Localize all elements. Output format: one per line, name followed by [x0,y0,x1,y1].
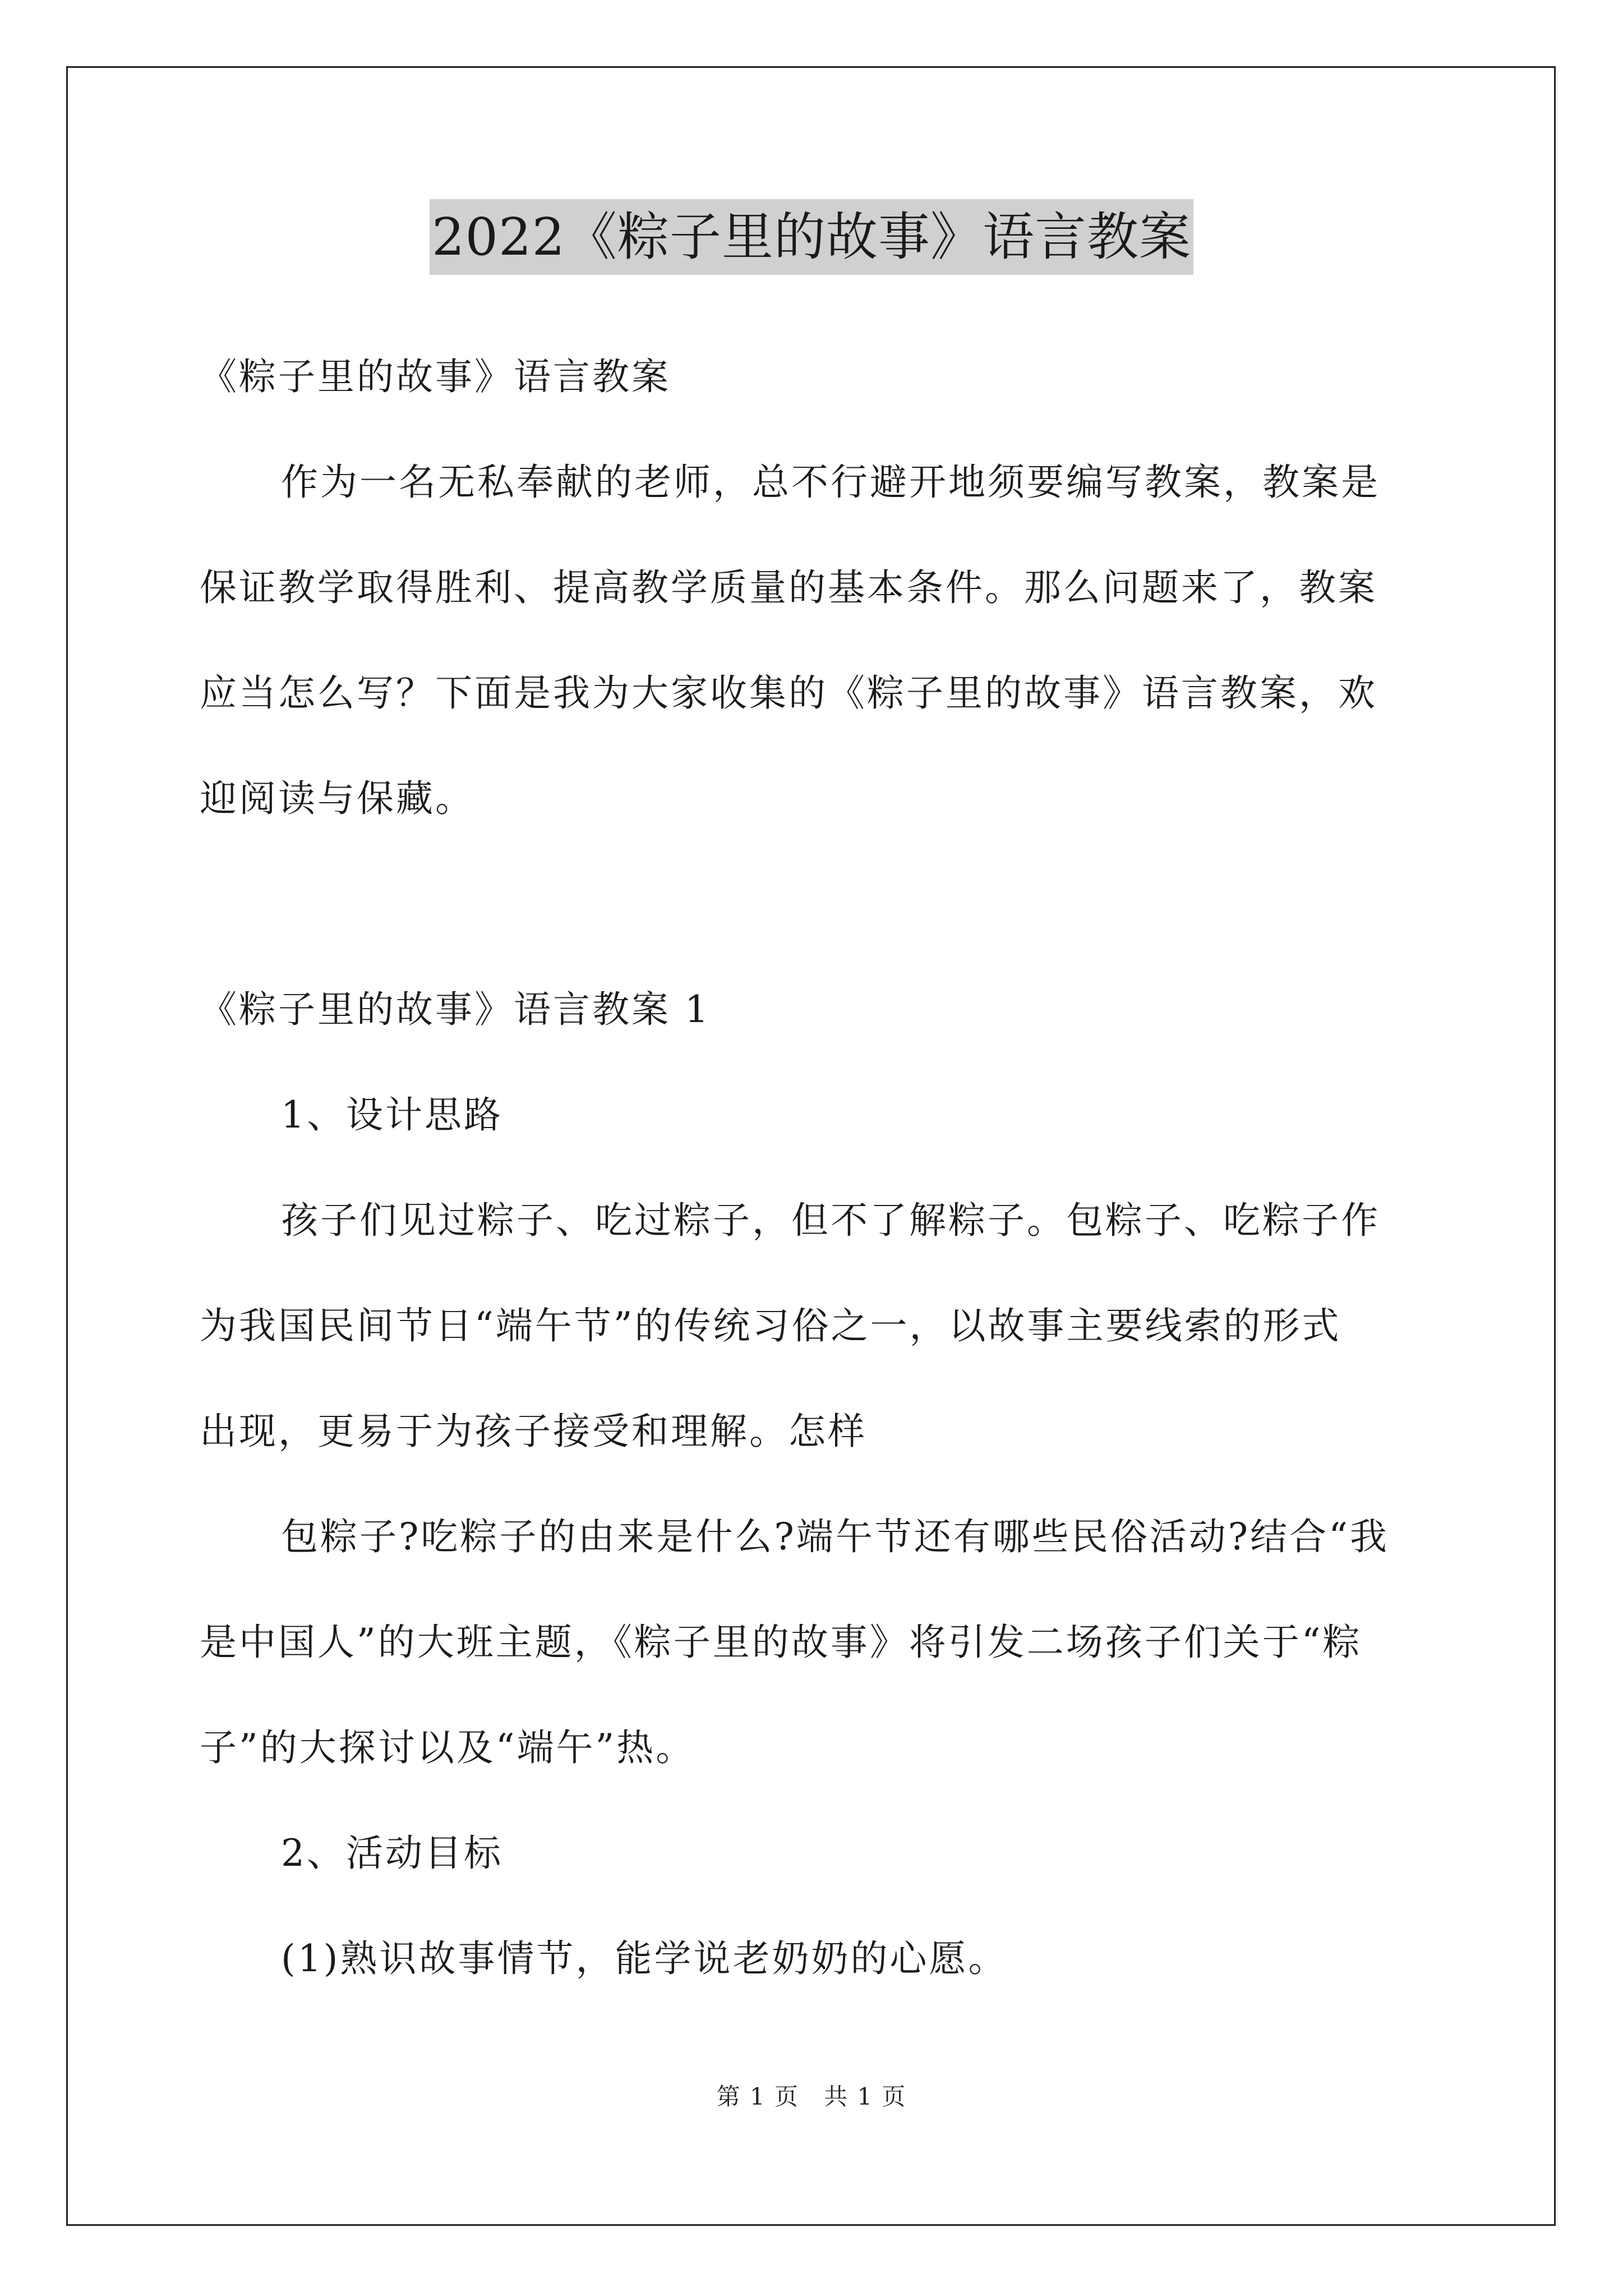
paragraph-line: 孩子们见过粽子、吃过粽子，但不了解粽子。包粽子、吃粽子作 [281,1199,1380,1242]
document-body [200,343,1433,2031]
intro-line: 应当怎么写？下面是我为大家收集的《粽子里的故事》语言教案，欢 [200,671,1377,715]
intro-line: 作为一名无私奉献的老师，总不行避开地须要编写教案，教案是 [281,461,1380,504]
paragraph-line: 为我国民间节日“端午节”的传统习俗之一，以故事主要线索的形式 [200,1304,1341,1347]
design-heading: 1、设计思路 [281,1093,503,1137]
goal-item: (1)熟识故事情节，能学说老奶奶的心愿。 [281,1937,1008,1980]
goal-heading: 2、活动目标 [281,1832,503,1875]
spacer [200,871,1433,976]
paragraph-line: 出现，更易于为孩子接受和理解。怎样 [200,1410,867,1453]
section-title: 《粽子里的故事》语言教案 1 [200,988,711,1031]
paragraph-line: 子”的大探讨以及“端午”热。 [200,1726,695,1769]
intro-line: 保证教学取得胜利、提高教学质量的基本条件。那么问题来了，教案 [200,566,1377,609]
paragraph-line: 是中国人”的大班主题，《粽子里的故事》将引发二场孩子们关于“粽 [200,1621,1362,1664]
paragraph-line: 包粽子?吃粽子的由来是什么?端午节还有哪些民俗活动?结合“我 [281,1515,1389,1558]
subtitle: 《粽子里的故事》语言教案 [200,355,671,398]
title-container [0,199,1623,275]
document-title: 2022《粽子里的故事》语言教案 [430,199,1193,275]
intro-line: 迎阅读与保藏。 [200,777,474,820]
page-footer: 第 1 页 共 1 页 [716,2083,907,2110]
